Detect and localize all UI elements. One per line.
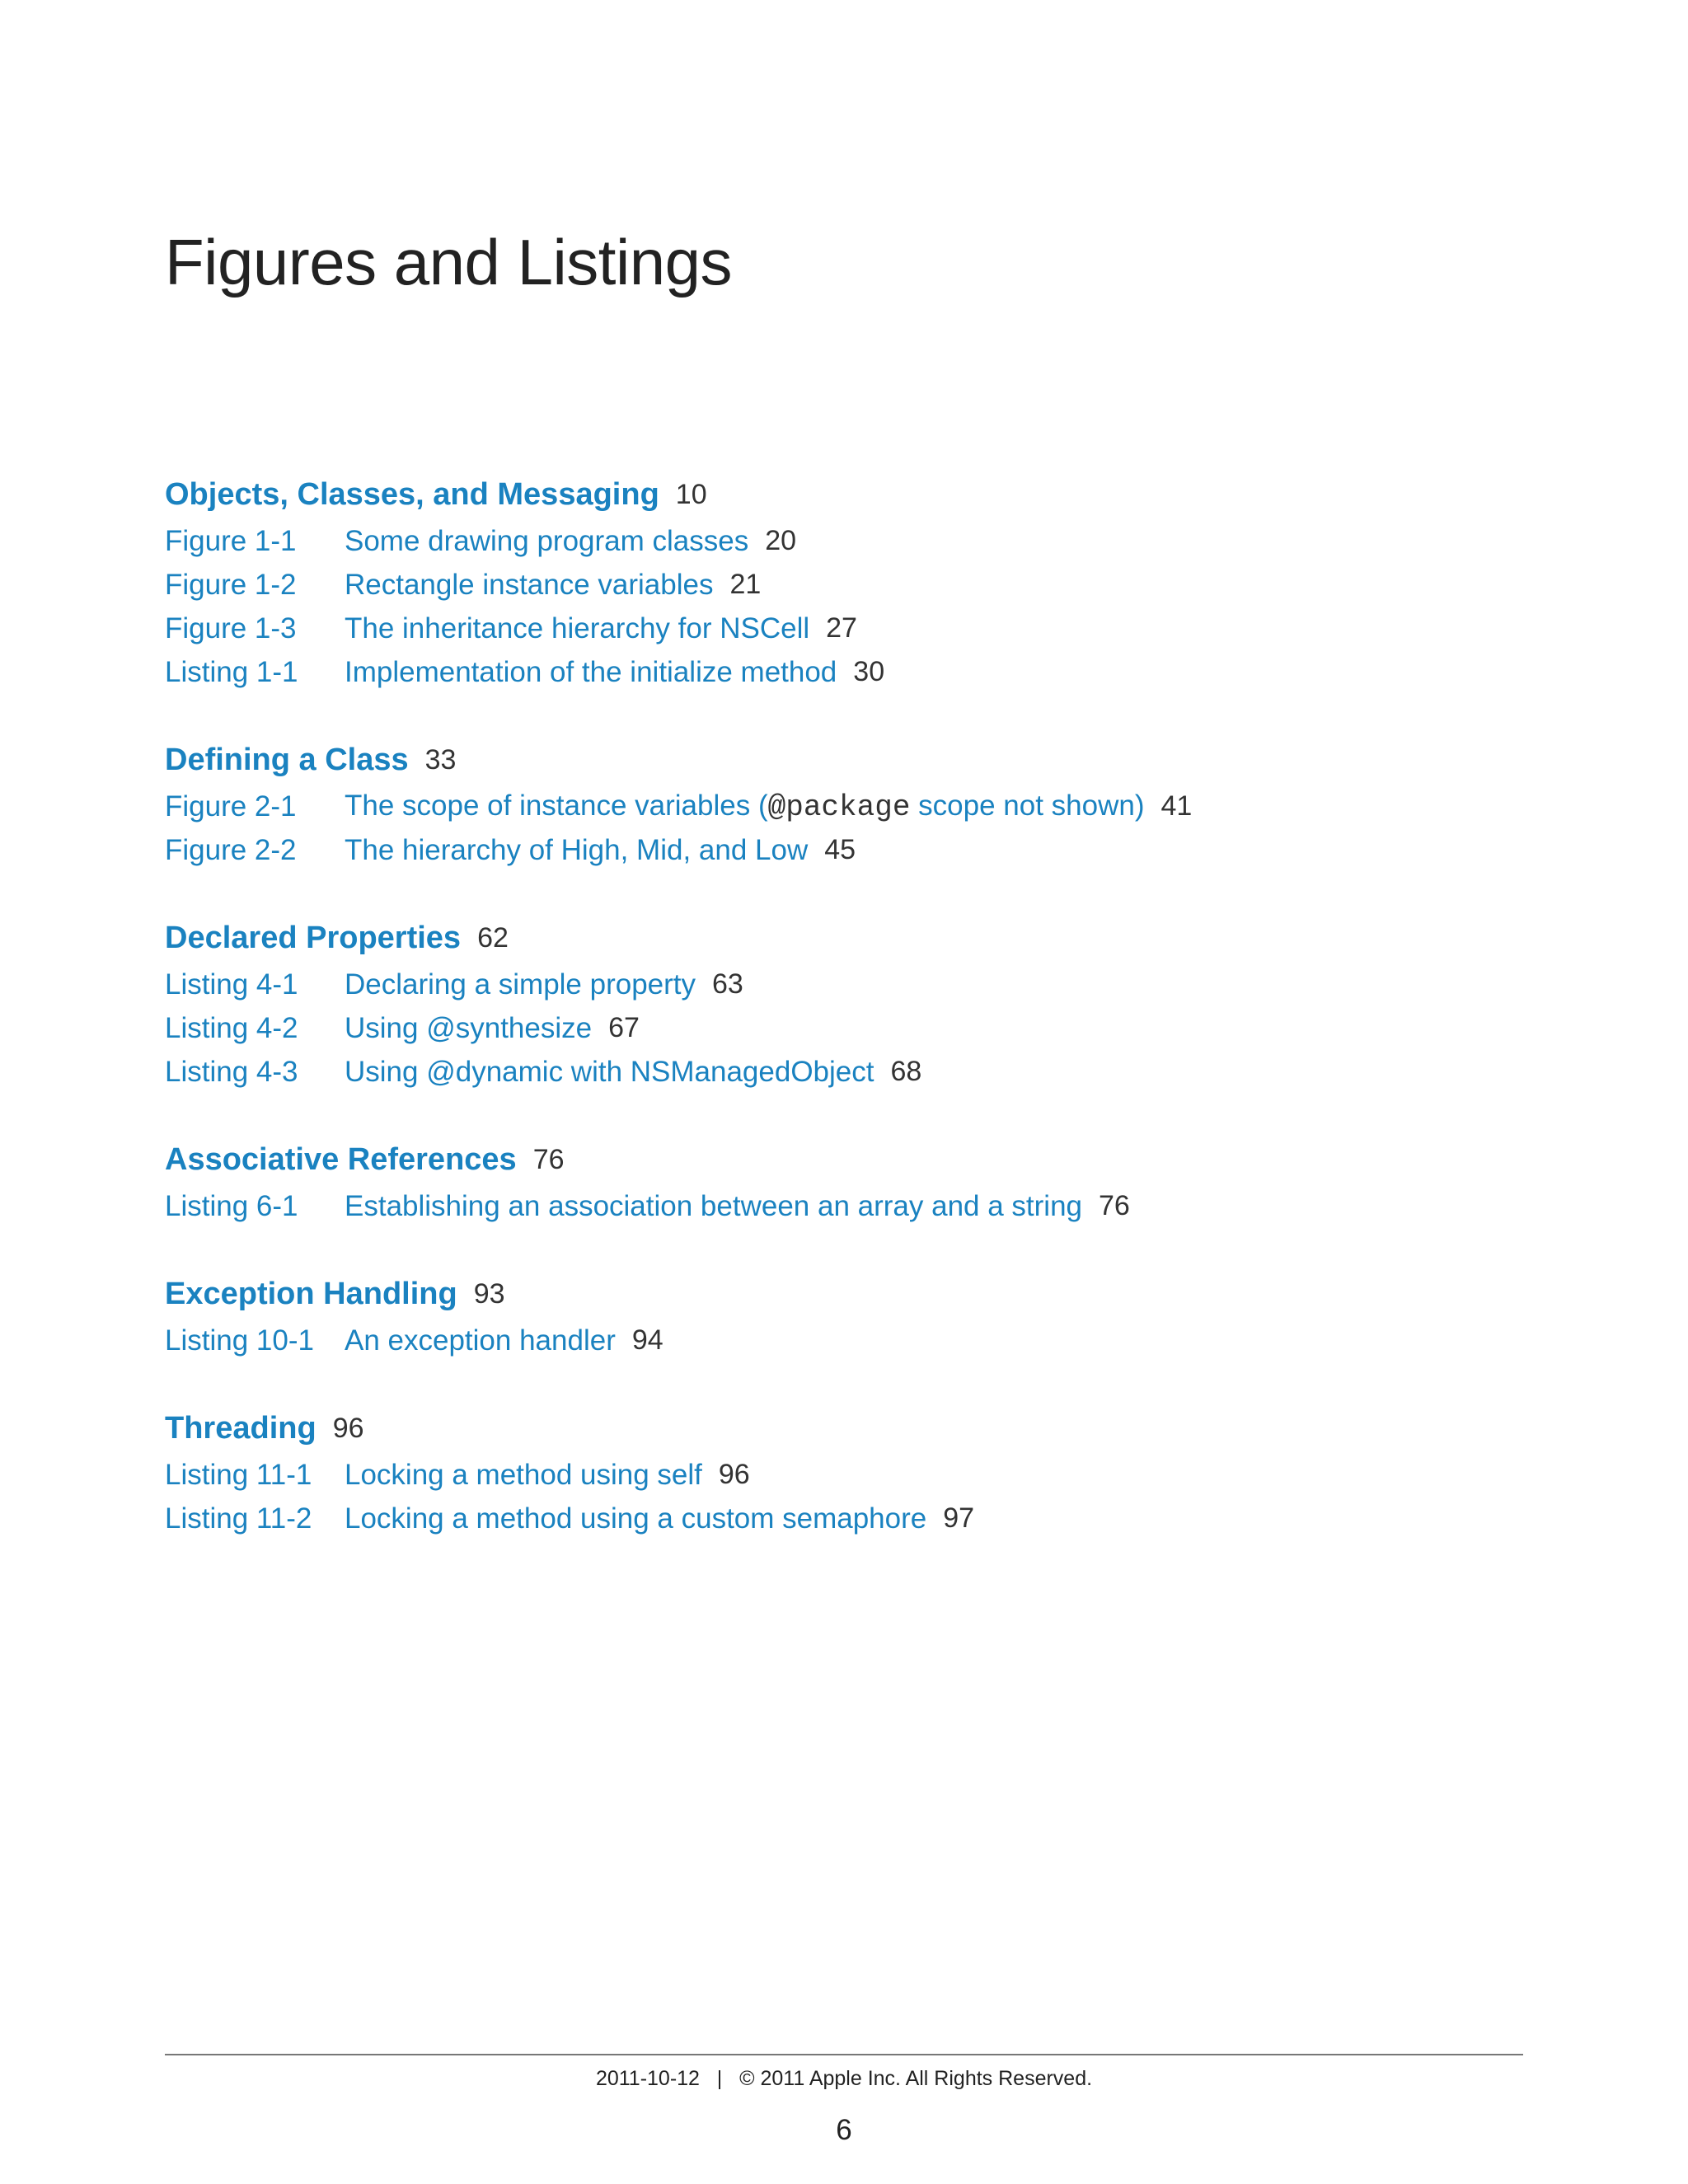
section-page-number: 93: [473, 1277, 505, 1310]
entry-label[interactable]: Listing 1-1: [165, 655, 298, 688]
section-page-number: 62: [477, 921, 509, 954]
entry-page-number: 96: [718, 1459, 750, 1490]
toc-entry[interactable]: [165, 1497, 1525, 1540]
section-title[interactable]: Declared Properties: [165, 920, 462, 955]
entry-label[interactable]: Figure 2-1: [165, 790, 297, 823]
toc-entry[interactable]: [165, 963, 1525, 1006]
entry-title[interactable]: Rectangle instance variables: [345, 568, 714, 601]
entry-title[interactable]: The inheritance hierarchy for NSCell: [345, 612, 810, 644]
entry-title[interactable]: Declaring a simple property: [345, 968, 696, 1001]
toc-section: [165, 735, 1525, 872]
toc-section: [165, 1135, 1525, 1228]
entry-page-number: 68: [890, 1056, 922, 1087]
section-page-number: 76: [532, 1143, 565, 1175]
entry-title[interactable]: Using @dynamic with NSManagedObject: [345, 1055, 874, 1088]
entry-label[interactable]: Listing 11-1: [165, 1458, 312, 1491]
entry-label[interactable]: Figure 1-2: [165, 568, 297, 601]
entry-title[interactable]: An exception handler: [345, 1324, 616, 1357]
entry-label[interactable]: Figure 1-3: [165, 612, 297, 644]
entry-title-code[interactable]: @package: [767, 790, 911, 824]
entry-title[interactable]: The hierarchy of High, Mid, and Low: [345, 833, 809, 866]
section-title[interactable]: Associative References: [165, 1141, 517, 1177]
entry-title[interactable]: Locking a method using self: [345, 1458, 702, 1491]
entry-page-number: 41: [1160, 790, 1193, 822]
toc-section: [165, 1269, 1525, 1362]
entry-label[interactable]: Listing 4-1: [165, 968, 298, 1001]
entry-title[interactable]: [345, 790, 1145, 824]
entry-title-text[interactable]: scope not shown): [910, 789, 1145, 822]
toc-entry[interactable]: [165, 1319, 1525, 1362]
entry-page-number: 20: [765, 525, 797, 556]
toc-entry[interactable]: [165, 828, 1525, 872]
section-title[interactable]: Defining a Class: [165, 742, 409, 777]
toc-entry[interactable]: [165, 650, 1525, 694]
page-number: 6: [836, 2114, 852, 2146]
entry-page-number: 76: [1099, 1190, 1130, 1221]
page-title: Figures and Listings: [165, 226, 733, 298]
section-title[interactable]: Threading: [165, 1410, 316, 1446]
entry-label[interactable]: Listing 4-3: [165, 1055, 298, 1088]
footer-divider: [165, 2054, 1523, 2055]
section-heading[interactable]: [165, 470, 1525, 519]
section-heading[interactable]: [165, 1135, 1525, 1184]
toc-entry[interactable]: [165, 563, 1525, 607]
entry-page-number: 97: [943, 1502, 975, 1534]
entry-label[interactable]: Listing 10-1: [165, 1324, 314, 1357]
section-heading[interactable]: [165, 735, 1525, 785]
toc-section: [165, 1404, 1525, 1540]
entry-title[interactable]: Locking a method using a custom semaphore: [345, 1502, 927, 1535]
entry-page-number: 21: [729, 569, 762, 600]
entry-label[interactable]: Figure 2-2: [165, 833, 297, 866]
entry-title[interactable]: Some drawing program classes: [345, 524, 749, 557]
entry-page-number: 63: [712, 968, 743, 1000]
section-page-number: 96: [332, 1412, 364, 1444]
entry-page-number: 30: [853, 656, 885, 687]
section-page-number: 33: [424, 743, 457, 776]
entry-title[interactable]: Establishing an association between an array and a string: [345, 1189, 1082, 1222]
section-page-number: 10: [675, 478, 707, 510]
entry-title-text[interactable]: The scope of instance variables (: [345, 789, 768, 822]
section-heading[interactable]: [165, 913, 1525, 963]
section-title[interactable]: Objects, Classes, and Messaging: [165, 476, 659, 512]
toc-entry[interactable]: [165, 1184, 1525, 1228]
toc-entry[interactable]: [165, 1006, 1525, 1050]
entry-page-number: 67: [608, 1012, 640, 1043]
section-title[interactable]: Exception Handling: [165, 1276, 457, 1311]
toc-section: [165, 470, 1525, 694]
footer-copyright: 2011-10-12 | © 2011 Apple Inc. All Rights Reserved.: [595, 2067, 1093, 2090]
entry-page-number: 45: [824, 834, 856, 865]
section-heading[interactable]: [165, 1269, 1525, 1319]
toc-entry[interactable]: [165, 607, 1525, 650]
entry-label[interactable]: Listing 6-1: [165, 1189, 298, 1222]
toc-section: [165, 913, 1525, 1094]
toc-entry[interactable]: [165, 1050, 1525, 1094]
table-of-figures: [165, 470, 1525, 1582]
entry-title[interactable]: Implementation of the initialize method: [345, 655, 837, 688]
entry-label[interactable]: Listing 11-2: [165, 1502, 312, 1535]
entry-page-number: 27: [826, 612, 857, 644]
entry-page-number: 94: [631, 1324, 663, 1356]
entry-label[interactable]: Figure 1-1: [165, 524, 297, 557]
toc-entry[interactable]: [165, 785, 1525, 828]
entry-label[interactable]: Listing 4-2: [165, 1011, 298, 1044]
section-heading[interactable]: [165, 1404, 1525, 1453]
toc-entry[interactable]: [165, 1453, 1525, 1497]
toc-entry[interactable]: [165, 519, 1525, 563]
entry-title[interactable]: Using @synthesize: [345, 1011, 593, 1044]
